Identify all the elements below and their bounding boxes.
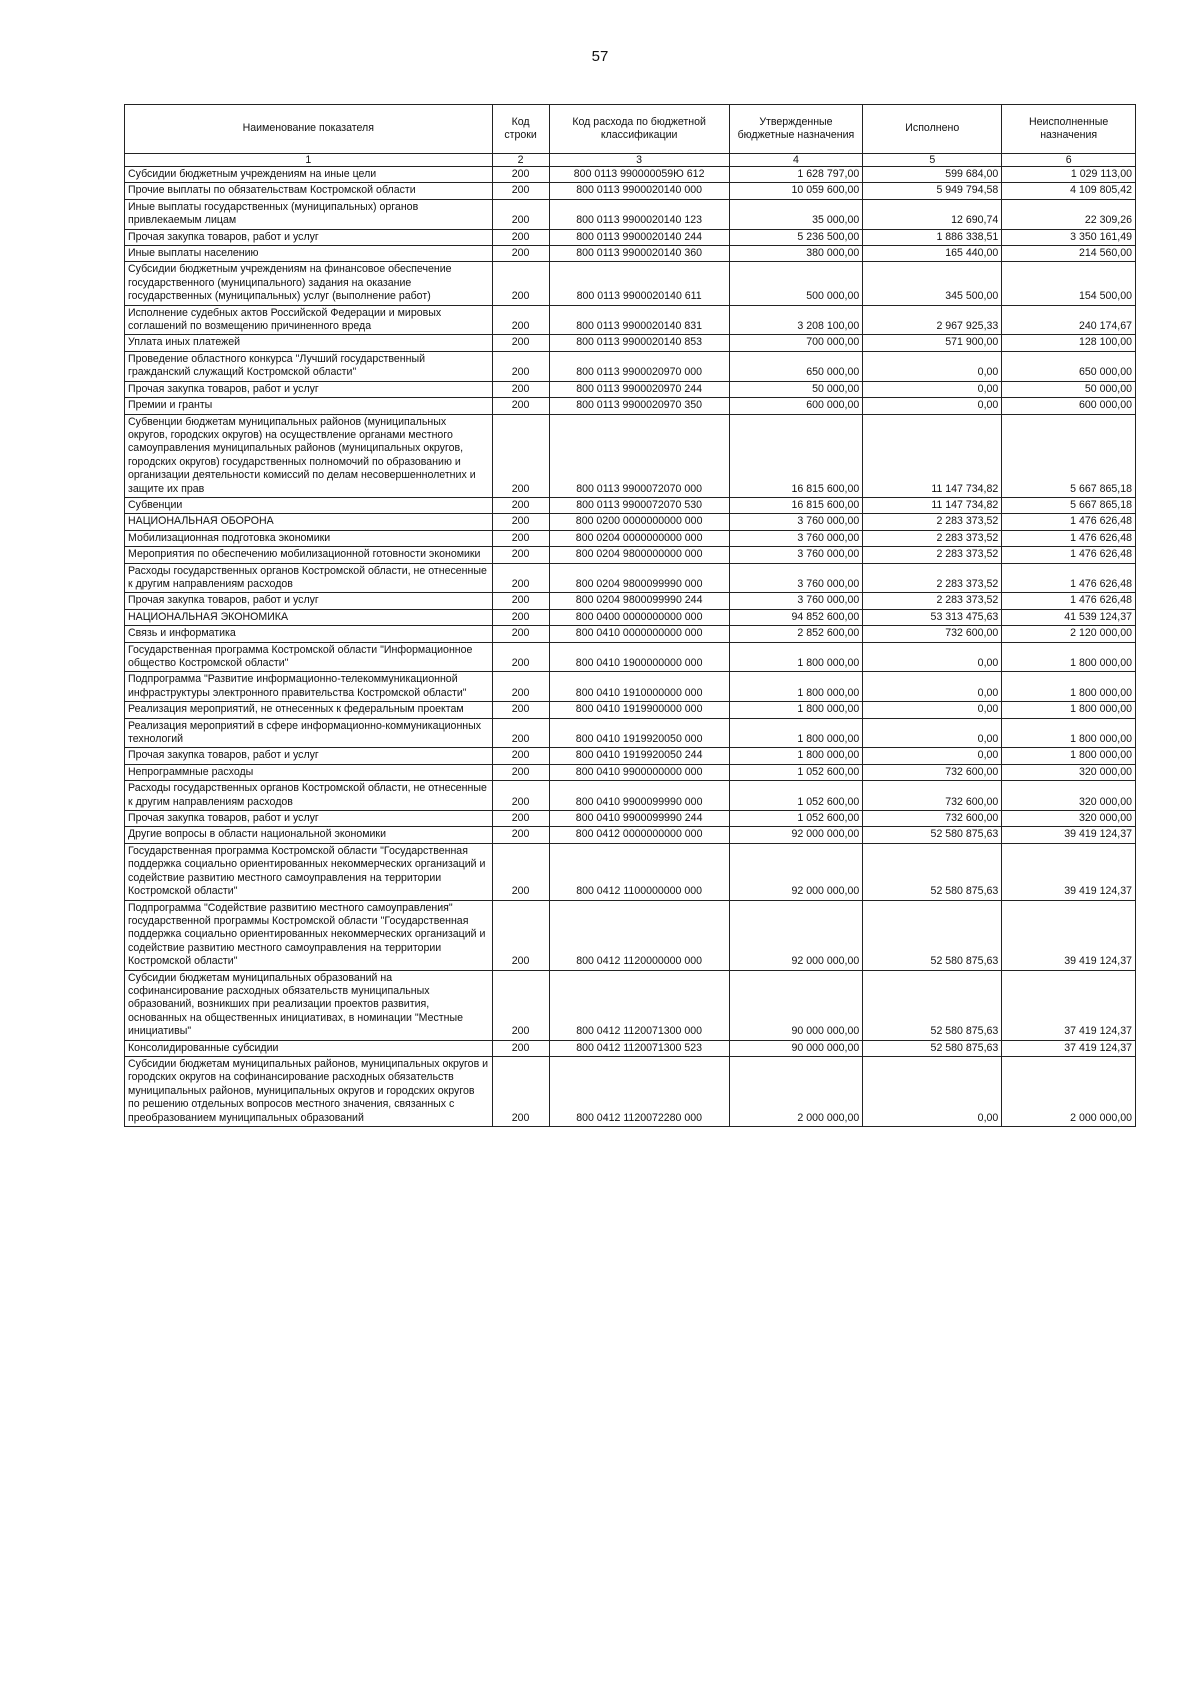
- row-executed-amount: 732 600,00: [863, 811, 1002, 827]
- row-approved-amount: 1 628 797,00: [729, 167, 863, 183]
- row-expense-code: 800 0412 1120071300 000: [549, 970, 729, 1040]
- row-unexecuted-amount: 320 000,00: [1002, 764, 1136, 780]
- row-expense-code: 800 0113 9900020970 244: [549, 381, 729, 397]
- row-unexecuted-amount: 1 476 626,48: [1002, 563, 1136, 593]
- row-unexecuted-amount: 37 419 124,37: [1002, 970, 1136, 1040]
- row-unexecuted-amount: 41 539 124,37: [1002, 609, 1136, 625]
- row-executed-amount: 0,00: [863, 381, 1002, 397]
- row-name: Иные выплаты населению: [125, 246, 493, 262]
- row-expense-code: 800 0113 9900020140 244: [549, 229, 729, 245]
- row-executed-amount: 52 580 875,63: [863, 1040, 1002, 1056]
- row-approved-amount: 380 000,00: [729, 246, 863, 262]
- row-code: 200: [492, 514, 549, 530]
- row-expense-code: 800 0412 1100000000 000: [549, 843, 729, 900]
- row-code: 200: [492, 764, 549, 780]
- table-row: [125, 246, 1136, 262]
- row-expense-code: 800 0113 9900020140 853: [549, 335, 729, 351]
- row-name: Реализация мероприятий в сфере информационно-коммуникационных технологий: [125, 718, 493, 748]
- row-name: Прочая закупка товаров, работ и услуг: [125, 381, 493, 397]
- row-unexecuted-amount: 39 419 124,37: [1002, 900, 1136, 970]
- row-code: 200: [492, 414, 549, 497]
- table-row: [125, 900, 1136, 970]
- row-code: 200: [492, 335, 549, 351]
- row-name: НАЦИОНАЛЬНАЯ ЭКОНОМИКА: [125, 609, 493, 625]
- row-code: 200: [492, 609, 549, 625]
- row-name: Прочая закупка товаров, работ и услуг: [125, 811, 493, 827]
- row-code: 200: [492, 563, 549, 593]
- row-name: Субвенции: [125, 497, 493, 513]
- row-name: НАЦИОНАЛЬНАЯ ОБОРОНА: [125, 514, 493, 530]
- row-unexecuted-amount: 2 120 000,00: [1002, 626, 1136, 642]
- row-approved-amount: 5 236 500,00: [729, 229, 863, 245]
- row-approved-amount: 3 760 000,00: [729, 514, 863, 530]
- row-code: 200: [492, 530, 549, 546]
- row-approved-amount: 50 000,00: [729, 381, 863, 397]
- header-unexecuted: Неисполненные назначения: [1002, 105, 1136, 154]
- row-code: 200: [492, 246, 549, 262]
- row-unexecuted-amount: 600 000,00: [1002, 398, 1136, 414]
- table-row: [125, 609, 1136, 625]
- row-code: 200: [492, 305, 549, 335]
- row-name: Подпрограмма "Развитие информационно-телекоммуникационной инфраструктуры электронного правительства Костромской области": [125, 672, 493, 702]
- row-unexecuted-amount: 37 419 124,37: [1002, 1040, 1136, 1056]
- row-name: Мероприятия по обеспечению мобилизационной готовности экономики: [125, 547, 493, 563]
- row-unexecuted-amount: 22 309,26: [1002, 199, 1136, 229]
- row-code: 200: [492, 199, 549, 229]
- row-code: 200: [492, 398, 549, 414]
- row-name: Исполнение судебных актов Российской Федерации и мировых соглашений по возмещению причиненного вреда: [125, 305, 493, 335]
- row-unexecuted-amount: 1 476 626,48: [1002, 514, 1136, 530]
- row-approved-amount: 1 800 000,00: [729, 748, 863, 764]
- row-unexecuted-amount: 1 800 000,00: [1002, 748, 1136, 764]
- row-expense-code: 800 0204 0000000000 000: [549, 530, 729, 546]
- row-code: 200: [492, 626, 549, 642]
- row-approved-amount: 3 760 000,00: [729, 547, 863, 563]
- table-row: [125, 563, 1136, 593]
- table-row: [125, 781, 1136, 811]
- row-code: 200: [492, 1056, 549, 1126]
- row-code: 200: [492, 262, 549, 305]
- row-approved-amount: 16 815 600,00: [729, 414, 863, 497]
- row-unexecuted-amount: 214 560,00: [1002, 246, 1136, 262]
- row-executed-amount: 11 147 734,82: [863, 497, 1002, 513]
- table-row: [125, 167, 1136, 183]
- row-approved-amount: 500 000,00: [729, 262, 863, 305]
- table-row: [125, 593, 1136, 609]
- row-expense-code: 800 0113 9900020140 000: [549, 183, 729, 199]
- row-executed-amount: 52 580 875,63: [863, 843, 1002, 900]
- row-unexecuted-amount: 1 800 000,00: [1002, 672, 1136, 702]
- row-executed-amount: 52 580 875,63: [863, 827, 1002, 843]
- row-expense-code: 800 0113 9900020140 360: [549, 246, 729, 262]
- row-name: Подпрограмма "Содействие развитию местного самоуправления" государственной программы Костромской области "Государственная поддержка социально ориентированных некоммерческих организаций и содействие развитию местного самоуправления на территории Костромской области": [125, 900, 493, 970]
- row-expense-code: 800 0113 9900020140 831: [549, 305, 729, 335]
- row-expense-code: 800 0200 0000000000 000: [549, 514, 729, 530]
- row-expense-code: 800 0410 1900000000 000: [549, 642, 729, 672]
- row-approved-amount: 92 000 000,00: [729, 900, 863, 970]
- row-executed-amount: 0,00: [863, 398, 1002, 414]
- row-code: 200: [492, 1040, 549, 1056]
- row-code: 200: [492, 593, 549, 609]
- row-unexecuted-amount: 50 000,00: [1002, 381, 1136, 397]
- row-executed-amount: 11 147 734,82: [863, 414, 1002, 497]
- column-number: 2: [492, 154, 549, 167]
- row-code: 200: [492, 702, 549, 718]
- row-name: Субсидии бюджетам муниципальных районов, муниципальных округов и городских округов на софинансирование расходных обязательств муниципальных районов, муниципальных округов и городских округов по решению отдельных вопросов местного значения, связанных с преобразованием муниципальных образований: [125, 1056, 493, 1126]
- row-name: Непрограммные расходы: [125, 764, 493, 780]
- row-unexecuted-amount: 5 667 865,18: [1002, 414, 1136, 497]
- column-number: 3: [549, 154, 729, 167]
- row-name: Прочие выплаты по обязательствам Костромской области: [125, 183, 493, 199]
- table-row: [125, 547, 1136, 563]
- row-expense-code: 800 0412 1120071300 523: [549, 1040, 729, 1056]
- table-row: [125, 764, 1136, 780]
- row-unexecuted-amount: 154 500,00: [1002, 262, 1136, 305]
- row-expense-code: 800 0410 9900099990 000: [549, 781, 729, 811]
- row-code: 200: [492, 718, 549, 748]
- row-unexecuted-amount: 650 000,00: [1002, 351, 1136, 381]
- row-name: Прочая закупка товаров, работ и услуг: [125, 229, 493, 245]
- row-approved-amount: 35 000,00: [729, 199, 863, 229]
- row-name: Консолидированные субсидии: [125, 1040, 493, 1056]
- row-name: Уплата иных платежей: [125, 335, 493, 351]
- row-approved-amount: 3 208 100,00: [729, 305, 863, 335]
- row-name: Расходы государственных органов Костромской области, не отнесенные к другим направлениям расходов: [125, 563, 493, 593]
- row-unexecuted-amount: 1 800 000,00: [1002, 702, 1136, 718]
- row-executed-amount: 0,00: [863, 642, 1002, 672]
- row-expense-code: 800 0204 9800099990 244: [549, 593, 729, 609]
- row-executed-amount: 2 967 925,33: [863, 305, 1002, 335]
- page-number: 57: [591, 48, 609, 65]
- row-name: Связь и информатика: [125, 626, 493, 642]
- table-row: [125, 827, 1136, 843]
- row-unexecuted-amount: 128 100,00: [1002, 335, 1136, 351]
- row-expense-code: 800 0410 9900099990 244: [549, 811, 729, 827]
- column-number: 1: [125, 154, 493, 167]
- row-approved-amount: 92 000 000,00: [729, 843, 863, 900]
- row-executed-amount: 0,00: [863, 1056, 1002, 1126]
- row-name: Субвенции бюджетам муниципальных районов (муниципальных округов, городских округов) на осуществление органами местного самоуправления муниципальных районов (муниципальных округов, городских округов) государственных полномочий по образованию и организации деятельности комиссий по делам несовершеннолетних и защите их прав: [125, 414, 493, 497]
- row-unexecuted-amount: 2 000 000,00: [1002, 1056, 1136, 1126]
- row-expense-code: 800 0113 9900072070 530: [549, 497, 729, 513]
- row-unexecuted-amount: 1 800 000,00: [1002, 642, 1136, 672]
- header-name: Наименование показателя: [125, 105, 493, 154]
- row-approved-amount: 600 000,00: [729, 398, 863, 414]
- table-row: [125, 702, 1136, 718]
- table-header-row: [125, 105, 1136, 154]
- row-unexecuted-amount: 1 476 626,48: [1002, 593, 1136, 609]
- row-approved-amount: 3 760 000,00: [729, 563, 863, 593]
- row-unexecuted-amount: 1 029 113,00: [1002, 167, 1136, 183]
- row-executed-amount: 1 886 338,51: [863, 229, 1002, 245]
- row-code: 200: [492, 229, 549, 245]
- row-code: 200: [492, 167, 549, 183]
- row-executed-amount: 732 600,00: [863, 626, 1002, 642]
- row-executed-amount: 0,00: [863, 748, 1002, 764]
- row-approved-amount: 3 760 000,00: [729, 593, 863, 609]
- row-name: Реализация мероприятий, не отнесенных к федеральным проектам: [125, 702, 493, 718]
- row-approved-amount: 90 000 000,00: [729, 970, 863, 1040]
- row-expense-code: 800 0410 0000000000 000: [549, 626, 729, 642]
- column-number-row: [125, 154, 1136, 167]
- table-row: [125, 514, 1136, 530]
- row-code: 200: [492, 900, 549, 970]
- row-executed-amount: 165 440,00: [863, 246, 1002, 262]
- row-approved-amount: 1 800 000,00: [729, 642, 863, 672]
- row-name: Прочая закупка товаров, работ и услуг: [125, 748, 493, 764]
- row-code: 200: [492, 827, 549, 843]
- row-expense-code: 800 0410 9900000000 000: [549, 764, 729, 780]
- row-approved-amount: 92 000 000,00: [729, 827, 863, 843]
- row-name: Субсидии бюджетным учреждениям на иные цели: [125, 167, 493, 183]
- row-expense-code: 800 0412 1120072280 000: [549, 1056, 729, 1126]
- row-expense-code: 800 0204 9800099990 000: [549, 563, 729, 593]
- column-number: 5: [863, 154, 1002, 167]
- table-row: [125, 398, 1136, 414]
- table-row: [125, 305, 1136, 335]
- header-approved: Утвержденные бюджетные назначения: [729, 105, 863, 154]
- row-name: Премии и гранты: [125, 398, 493, 414]
- row-code: 200: [492, 970, 549, 1040]
- table-row: [125, 811, 1136, 827]
- row-name: Субсидии бюджетным учреждениям на финансовое обеспечение государственного (муниципального) задания на оказание государственных (муниципальных) услуг (выполнение работ): [125, 262, 493, 305]
- row-code: 200: [492, 497, 549, 513]
- row-approved-amount: 94 852 600,00: [729, 609, 863, 625]
- row-executed-amount: 2 283 373,52: [863, 563, 1002, 593]
- row-executed-amount: 2 283 373,52: [863, 514, 1002, 530]
- row-executed-amount: 571 900,00: [863, 335, 1002, 351]
- row-executed-amount: 52 580 875,63: [863, 900, 1002, 970]
- row-code: 200: [492, 381, 549, 397]
- row-name: Государственная программа Костромской области "Информационное общество Костромской области": [125, 642, 493, 672]
- header-row-code: Код строки: [492, 105, 549, 154]
- row-approved-amount: 3 760 000,00: [729, 530, 863, 546]
- row-executed-amount: 2 283 373,52: [863, 547, 1002, 563]
- row-approved-amount: 1 052 600,00: [729, 764, 863, 780]
- row-name: Проведение областного конкурса "Лучший государственный гражданский служащий Костромской области": [125, 351, 493, 381]
- row-expense-code: 800 0410 1919900000 000: [549, 702, 729, 718]
- row-expense-code: 800 0412 1120000000 000: [549, 900, 729, 970]
- row-approved-amount: 90 000 000,00: [729, 1040, 863, 1056]
- row-executed-amount: 0,00: [863, 702, 1002, 718]
- row-name: Иные выплаты государственных (муниципальных) органов привлекаемым лицам: [125, 199, 493, 229]
- row-expense-code: 800 0113 990000059Ю 612: [549, 167, 729, 183]
- row-code: 200: [492, 642, 549, 672]
- row-unexecuted-amount: 320 000,00: [1002, 781, 1136, 811]
- table-row: [125, 530, 1136, 546]
- table-row: [125, 262, 1136, 305]
- row-code: 200: [492, 183, 549, 199]
- row-expense-code: 800 0204 9800000000 000: [549, 547, 729, 563]
- table-row: [125, 718, 1136, 748]
- row-name: Субсидии бюджетам муниципальных образований на софинансирование расходных обязательств муниципальных образований, возникших при реализации проектов развития, основанных на общественных инициативах, в номинации "Местные инициативы": [125, 970, 493, 1040]
- column-number: 4: [729, 154, 863, 167]
- row-executed-amount: 0,00: [863, 351, 1002, 381]
- table-row: [125, 229, 1136, 245]
- row-unexecuted-amount: 1 476 626,48: [1002, 547, 1136, 563]
- row-name: Прочая закупка товаров, работ и услуг: [125, 593, 493, 609]
- row-approved-amount: 1 052 600,00: [729, 811, 863, 827]
- table-row: [125, 970, 1136, 1040]
- row-code: 200: [492, 351, 549, 381]
- row-expense-code: 800 0113 9900020970 000: [549, 351, 729, 381]
- table-row: [125, 1040, 1136, 1056]
- table-row: [125, 672, 1136, 702]
- header-expense-code: Код расхода по бюджетной классификации: [549, 105, 729, 154]
- row-executed-amount: 732 600,00: [863, 781, 1002, 811]
- row-expense-code: 800 0400 0000000000 000: [549, 609, 729, 625]
- row-unexecuted-amount: 1 476 626,48: [1002, 530, 1136, 546]
- row-approved-amount: 16 815 600,00: [729, 497, 863, 513]
- row-code: 200: [492, 748, 549, 764]
- row-approved-amount: 650 000,00: [729, 351, 863, 381]
- row-approved-amount: 2 852 600,00: [729, 626, 863, 642]
- row-expense-code: 800 0113 9900020140 611: [549, 262, 729, 305]
- row-expense-code: 800 0410 1919920050 000: [549, 718, 729, 748]
- row-unexecuted-amount: 5 667 865,18: [1002, 497, 1136, 513]
- row-unexecuted-amount: 4 109 805,42: [1002, 183, 1136, 199]
- header-executed: Исполнено: [863, 105, 1002, 154]
- budget-execution-table: [124, 104, 1136, 1127]
- row-code: 200: [492, 672, 549, 702]
- row-expense-code: 800 0410 1910000000 000: [549, 672, 729, 702]
- row-approved-amount: 1 800 000,00: [729, 718, 863, 748]
- row-executed-amount: 52 580 875,63: [863, 970, 1002, 1040]
- row-name: Мобилизационная подготовка экономики: [125, 530, 493, 546]
- row-executed-amount: 2 283 373,52: [863, 530, 1002, 546]
- row-executed-amount: 53 313 475,63: [863, 609, 1002, 625]
- table-row: [125, 414, 1136, 497]
- row-unexecuted-amount: 240 174,67: [1002, 305, 1136, 335]
- table-row: [125, 199, 1136, 229]
- row-unexecuted-amount: 1 800 000,00: [1002, 718, 1136, 748]
- column-number: 6: [1002, 154, 1136, 167]
- row-approved-amount: 2 000 000,00: [729, 1056, 863, 1126]
- row-approved-amount: 700 000,00: [729, 335, 863, 351]
- table-row: [125, 748, 1136, 764]
- row-name: Расходы государственных органов Костромской области, не отнесенные к другим направлениям расходов: [125, 781, 493, 811]
- table-row: [125, 335, 1136, 351]
- row-unexecuted-amount: 3 350 161,49: [1002, 229, 1136, 245]
- row-code: 200: [492, 843, 549, 900]
- row-name: Другие вопросы в области национальной экономики: [125, 827, 493, 843]
- row-code: 200: [492, 781, 549, 811]
- table-row: [125, 351, 1136, 381]
- row-executed-amount: 599 684,00: [863, 167, 1002, 183]
- row-executed-amount: 12 690,74: [863, 199, 1002, 229]
- row-approved-amount: 1 800 000,00: [729, 702, 863, 718]
- row-approved-amount: 10 059 600,00: [729, 183, 863, 199]
- table-row: [125, 381, 1136, 397]
- row-expense-code: 800 0113 9900072070 000: [549, 414, 729, 497]
- table-row: [125, 626, 1136, 642]
- row-name: Государственная программа Костромской области "Государственная поддержка социально ориентированных некоммерческих организаций и содействие развитию местного самоуправления на территории Костромской области": [125, 843, 493, 900]
- row-expense-code: 800 0412 0000000000 000: [549, 827, 729, 843]
- row-executed-amount: 2 283 373,52: [863, 593, 1002, 609]
- row-expense-code: 800 0113 9900020140 123: [549, 199, 729, 229]
- table-row: [125, 1056, 1136, 1126]
- table-row: [125, 642, 1136, 672]
- row-executed-amount: 732 600,00: [863, 764, 1002, 780]
- row-executed-amount: 5 949 794,58: [863, 183, 1002, 199]
- row-approved-amount: 1 052 600,00: [729, 781, 863, 811]
- row-expense-code: 800 0113 9900020970 350: [549, 398, 729, 414]
- row-unexecuted-amount: 39 419 124,37: [1002, 827, 1136, 843]
- row-code: 200: [492, 811, 549, 827]
- row-executed-amount: 345 500,00: [863, 262, 1002, 305]
- row-unexecuted-amount: 320 000,00: [1002, 811, 1136, 827]
- table-row: [125, 843, 1136, 900]
- row-approved-amount: 1 800 000,00: [729, 672, 863, 702]
- table-row: [125, 497, 1136, 513]
- table-row: [125, 183, 1136, 199]
- row-code: 200: [492, 547, 549, 563]
- row-executed-amount: 0,00: [863, 672, 1002, 702]
- row-unexecuted-amount: 39 419 124,37: [1002, 843, 1136, 900]
- row-executed-amount: 0,00: [863, 718, 1002, 748]
- table-body: [125, 167, 1136, 1127]
- row-expense-code: 800 0410 1919920050 244: [549, 748, 729, 764]
